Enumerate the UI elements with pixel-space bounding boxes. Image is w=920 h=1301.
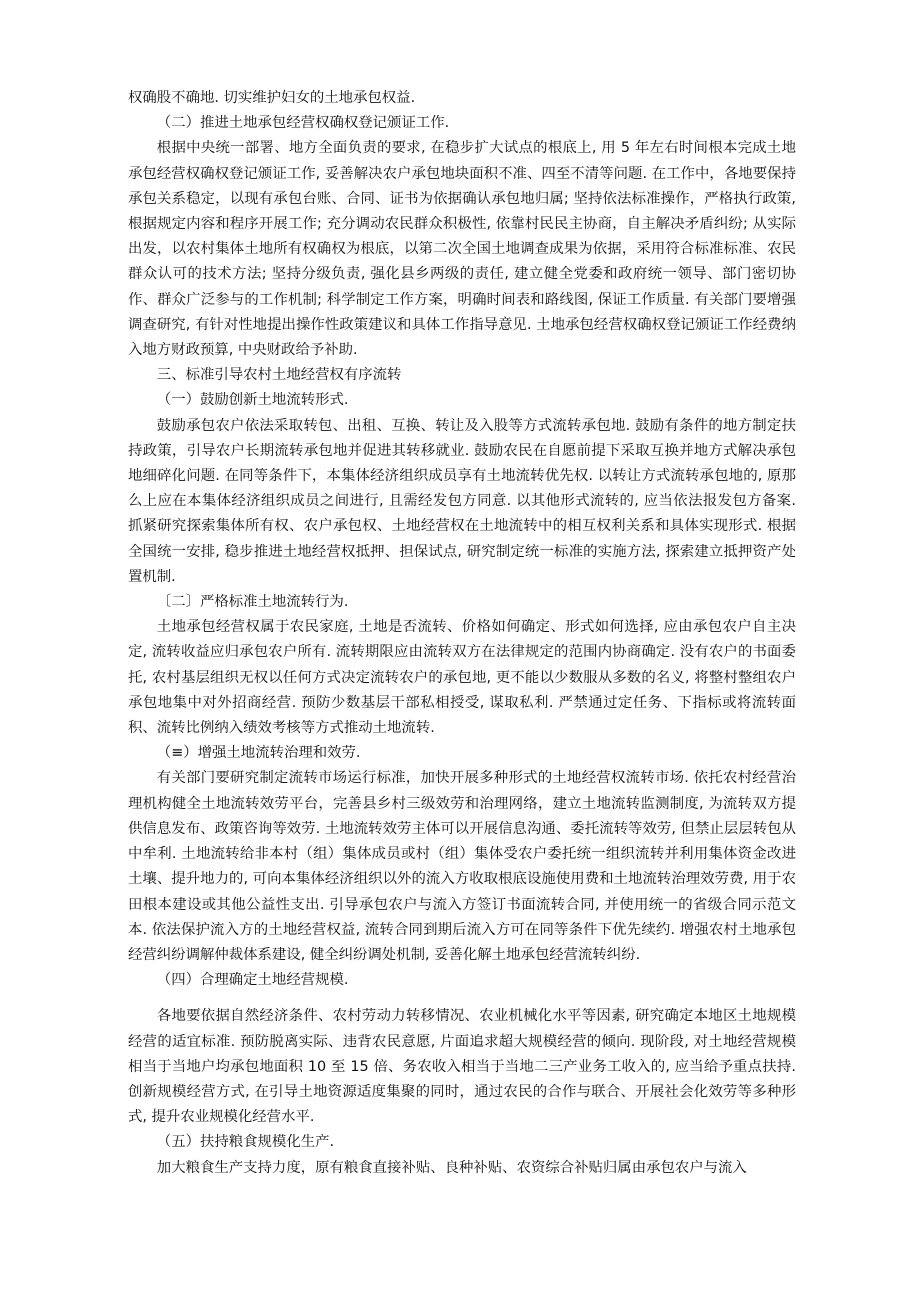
document-page xyxy=(128,86,796,1181)
body-paragraph-truncated: 加大粮食生产支持力度，原有粮食直接补贴、良种补贴、农资综合补贴归属由承包农户与流入 xyxy=(156,1159,747,1176)
section-subheading: （四）合理确定土地经营规模. xyxy=(156,972,349,989)
section-subheading: （一）鼓励创新土地流转形式. xyxy=(156,392,349,409)
section-subheading: （≡）增强土地流转治理和效劳. xyxy=(156,745,361,762)
body-paragraph: 土地承包经营权属于农民家庭, 土地是否流转、价格如何确定、形式如何选择, 应由承包农户自主决定, 流转收益应归承包农户所有. 流转期限应由流转双方在法律规定的范围内协商确定. 没有农户的书面委托, 农村基层组织无权以任何方式决定流转农户的承包地, 更不能以少数服从多数的名义, 将整村整组农户承包地集中对外招商经营. 预防少数基层干部私相授受, 谋取私利. 严禁通过定任务、下指标或将流转面积、流转比例纳入绩效考核等方式推动土地流转. xyxy=(128,619,796,737)
body-paragraph: 鼓励承包农户依法采取转包、出租、互换、转让及入股等方式流转承包地. 鼓励有条件的地方制定扶持政策，引导农户长期流转承包地并促进其转移就业. 鼓励农民在自愿前提下采取互换并地方式解决承包地细碎化问题. 在同等条件下，本集体经济组织成员享有土地流转优先权. 以转让方式流转承包地的, 原那么上应在本集体经济组织成员之间进行, 且需经发包方同意. 以其他形式流转的, 应当依法报发包方备案. 抓紧研究探索集体所有权、农户承包权、土地经营权在土地流转中的相互权利关系和具体实现形式. 根据全国统一安排, 稳步推进土地经营权抵押、担保试点, 研究制定统一标准的实施方法, 探索建立抵押资产处置机制. xyxy=(128,417,796,585)
body-paragraph: 根据中央统一部署、地方全面负责的要求, 在稳步扩大试点的根底上, 用 5 年左右时间根本完成土地承包经营权确权登记颁证工作, 妥善解决农户承包地块面积不准、四至不清等问题. 在工作中，各地要保持承包关系稳定，以现有承包台账、合同、证书为依据确认承包地归属; 坚持依法标准操作，严格执行政策, 根据规定内容和程序开展工作; 充分调动农民群众积极性, 依靠村民民主协商，自主解决矛盾纠纷; 从实际出发，以农村集体土地所有权确权为根底，以第二次全国土地调查成果为依据，采用符合标准标准、农民群众认可的技术方法; 坚持分级负责, 强化县乡两级的责任, 建立健全党委和政府统一领导、部门密切协作、群众广泛参与的工作机制; 科学制定工作方案，明确时间表和路线图, 保证工作质量. 有关部门要增强调查研究, 有针对性地提出操作性政策建议和具体工作指导意见. 土地承包经营权确权登记颁证工作经费纳入地方财政预算, 中央财政给予补助. xyxy=(128,140,796,359)
paragraph-continuation: 权确股不确地. 切实维护妇女的土地承包权益. xyxy=(128,90,416,106)
body-paragraph: 各地要依据自然经济条件、农村劳动力转移情况、农业机械化水平等因素, 研究确定本地区土地规模经营的适宜标准. 预防脱离实际、违背农民意愿, 片面追求超大规模经营的倾向. 现阶段, 对土地经营规模相当于当地户均承包地面积 10 至 15 倍、务农收入相当于当地二三产业务工收入的, 应当给予重点扶持. 创新规模经营方式, 在引导土地资源适度集聚的同时，通过农民的合作与联合、开展社会化效劳等多种形式, 提升农业规模化经营水平. xyxy=(128,1008,796,1126)
section-subheading: （五）扶持粮食规模化生产. xyxy=(156,1134,335,1151)
body-paragraph: 有关部门要研究制定流转市场运行标准，加快开展多种形式的土地经营权流转市场. 依托农村经营治理机构健全土地流转效劳平台，完善县乡村三级效劳和治理网络，建立土地流转监测制度, 为流转双方提供信息发布、政策咨询等效劳. 土地流转效劳主体可以开展信息沟通、委托流转等效劳, 但禁止层层转包从中牟利. 土地流转给非本村（组）集体成员或村（组）集体受农户委托统一组织流转并利用集体资金改进土壤、提升地力的, 可向本集体经济组织以外的流入方收取根底设施使用费和土地流转治理效劳费, 用于农田根本建设或其他公益性支出. 引导承包农户与流入方签订书面流转合同, 并使用统一的省级合同示范文本. 依法保护流入方的土地经营权益, 流转合同到期后流入方可在同等条件下优先续约. 增强农村土地承包经营纠纷调解仲裁体系建设, 健全纠纷调处机制, 妥善化解土地承包经营流转纠纷. xyxy=(128,770,796,963)
section-subheading: （二）推进土地承包经营权确权登记颁证工作. xyxy=(156,115,450,132)
section-subheading: 〔二〕严格标准土地流转行为. xyxy=(156,594,349,611)
section-heading: 三、标准引导农村土地经营权有序流转 xyxy=(156,367,402,384)
